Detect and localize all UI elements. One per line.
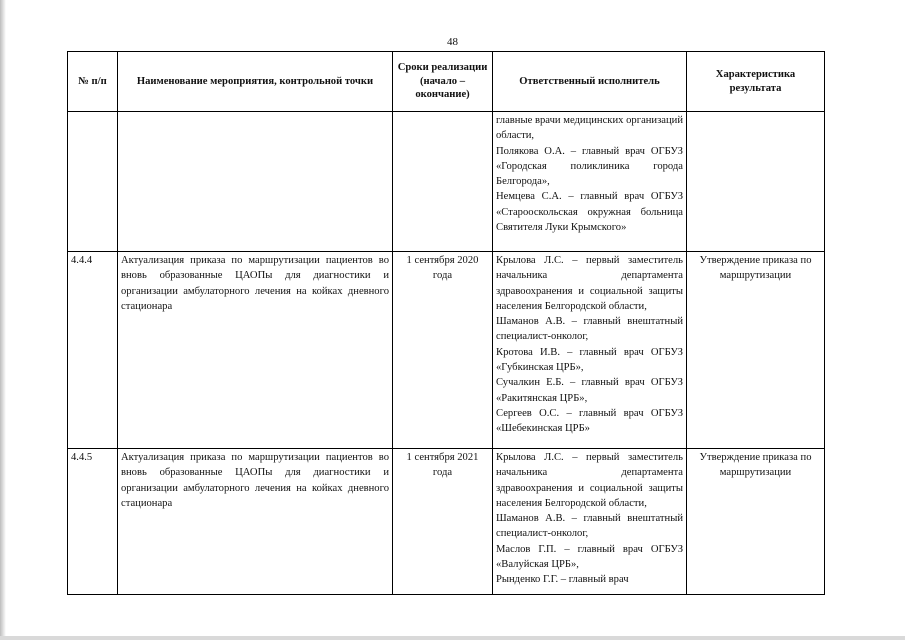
- row-responsible: [493, 112, 687, 252]
- responsible-line: Шаманов А.В. – главный внештатный специалист-онколог,: [496, 513, 683, 540]
- table-row: [68, 252, 825, 449]
- row-name: Актуализация приказа по маршрутизации пациентов во вновь образованные ЦАОПы для диагностики и организации амбулаторного лечения на койках дневного стационара: [118, 449, 393, 595]
- header-num: № п/п: [68, 52, 118, 112]
- row-result: Утверждение приказа по маршрутизации: [687, 449, 825, 595]
- table-row: [68, 449, 825, 595]
- table-row: [68, 112, 825, 252]
- responsible-line: Шаманов А.В. – главный внештатный специалист-онколог,: [496, 316, 683, 343]
- row-responsible: [493, 449, 687, 595]
- responsible-line: Маслов Г.П. – главный врач ОГБУЗ «Валуйская ЦРБ»,: [496, 543, 683, 571]
- responsible-line: Сергеев О.С. – главный врач ОГБУЗ «Шебекинская ЦРБ»: [496, 407, 683, 435]
- responsible-line: Крылова Л.С. – первый заместитель начальника департамента здравоохранения и социальной защиты населения Белгородской области,: [496, 452, 683, 509]
- row-name: [118, 112, 393, 252]
- row-result: Утверждение приказа по маршрутизации: [687, 252, 825, 449]
- responsible-line: Крылова Л.С. – первый заместитель начальника департамента здравоохранения и социальной защиты населения Белгородской области,: [496, 255, 683, 312]
- header-dates: Сроки реализации (начало – окончание): [393, 52, 493, 112]
- scan-bottom-edge: [0, 636, 905, 640]
- scan-left-edge: [0, 0, 6, 640]
- responsible-line: Кротова И.В. – главный врач ОГБУЗ «Губкинская ЦРБ»,: [496, 346, 683, 374]
- responsible-line: Сучалкин Е.Б. – главный врач ОГБУЗ «Ракитянская ЦРБ»,: [496, 377, 683, 404]
- action-plan-table: [67, 51, 825, 595]
- row-dates: [393, 112, 493, 252]
- row-dates: 1 сентября 2021 года: [393, 449, 493, 595]
- row-num: 4.4.5: [68, 449, 118, 595]
- row-num: 4.4.4: [68, 252, 118, 449]
- header-name: Наименование мероприятия, контрольной точки: [118, 52, 393, 112]
- table-header-row: [68, 52, 825, 112]
- responsible-line: Рынденко Г.Г. – главный врач: [496, 574, 629, 586]
- row-responsible: [493, 252, 687, 449]
- responsible-line: Немцева С.А. – главный врач ОГБУЗ «Старооскольская окружная больница Святителя Луки Крымского»: [496, 191, 683, 234]
- responsible-line: Полякова О.А. – главный врач ОГБУЗ «Городская поликлиника города Белгорода»,: [496, 145, 683, 188]
- row-num: [68, 112, 118, 252]
- header-responsible: Ответственный исполнитель: [493, 52, 687, 112]
- responsible-line: главные врачи медицинских организаций области,: [496, 115, 683, 142]
- row-dates: 1 сентября 2020 года: [393, 252, 493, 449]
- page-number: 48: [447, 36, 458, 48]
- header-result: Характеристика результата: [687, 52, 825, 112]
- row-name: Актуализация приказа по маршрутизации пациентов во вновь образованные ЦАОПы для диагностики и организации амбулаторного лечения на койках дневного стационара: [118, 252, 393, 449]
- row-result: [687, 112, 825, 252]
